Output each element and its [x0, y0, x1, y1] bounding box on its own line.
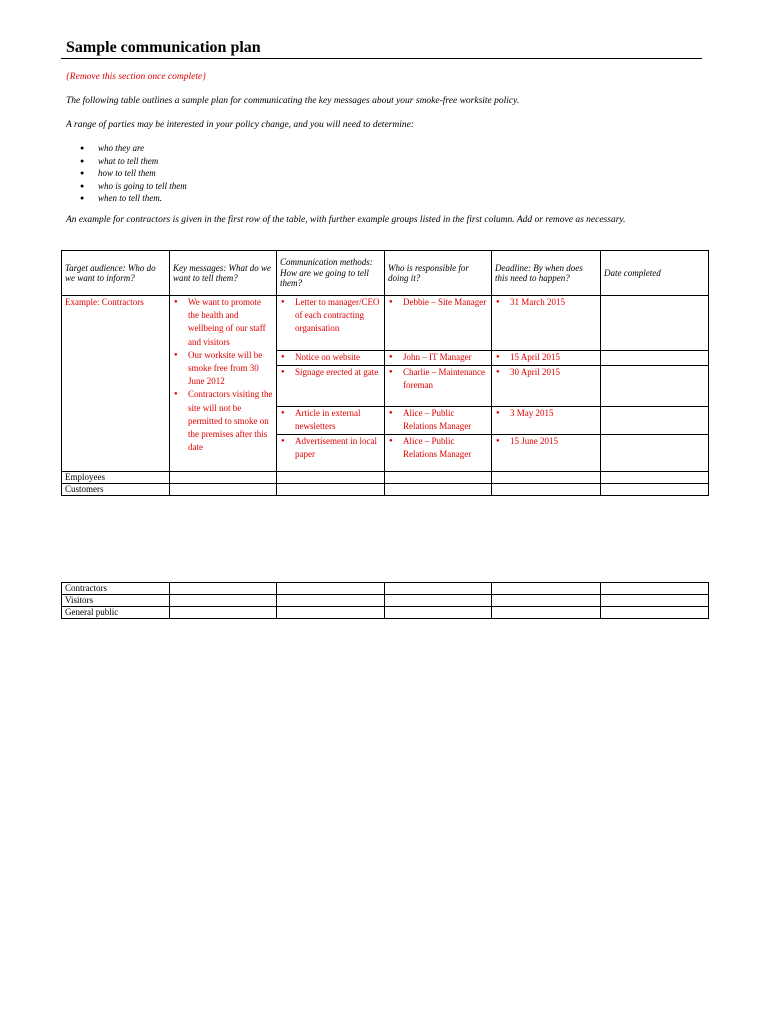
empty-cell: [385, 583, 492, 595]
list-item: ● when to tell them.: [80, 192, 187, 205]
empty-cell: [385, 607, 492, 619]
responsible-item: ● Debbie – Site Manager: [388, 296, 488, 309]
title-divider: [61, 58, 702, 59]
empty-cell: [601, 472, 709, 484]
key-message: ● Contractors visiting the site will not be permitted to smoke on the premises after this date: [173, 388, 273, 454]
list-item: ● who is going to tell them: [80, 180, 187, 193]
empty-cell: [492, 484, 601, 496]
deadline-cell: [492, 407, 601, 435]
method-cell: [277, 435, 385, 472]
deadline-item: ● 15 April 2015: [495, 351, 597, 364]
audience-label: General public: [62, 607, 170, 619]
date-completed-cell: [601, 296, 709, 351]
empty-cell: [277, 607, 385, 619]
table-row: [62, 583, 709, 595]
table-header-row: [62, 251, 709, 296]
empty-cell: [385, 484, 492, 496]
deadline-cell: [492, 296, 601, 351]
table-row: [62, 595, 709, 607]
key-message: ● We want to promote the health and wellbeing of our staff and visitors: [173, 296, 273, 349]
empty-cell: [277, 595, 385, 607]
table-row: [62, 296, 709, 351]
responsible-cell: [385, 435, 492, 472]
deadline-item: ● 31 March 2015: [495, 296, 597, 309]
determine-paragraph: A range of parties may be interested in your policy change, and you will need to determine:: [66, 120, 414, 130]
header-date-completed: Date completed: [601, 251, 709, 296]
responsible-cell: [385, 296, 492, 351]
header-key-messages: Key messages: What do we want to tell them?: [170, 251, 277, 296]
table-row: [62, 607, 709, 619]
header-responsible: Who is responsible for doing it?: [385, 251, 492, 296]
audience-label: Customers: [62, 484, 170, 496]
method-cell: [277, 351, 385, 366]
empty-cell: [601, 607, 709, 619]
method-cell: [277, 296, 385, 351]
empty-cell: [601, 583, 709, 595]
responsible-item: ● John – IT Manager: [388, 351, 488, 364]
header-target-audience: Target audience: Who do we want to inform?: [62, 251, 170, 296]
method-cell: [277, 407, 385, 435]
remove-section-note: {Remove this section once complete}: [66, 72, 207, 82]
empty-cell: [492, 583, 601, 595]
list-item: ● what to tell them: [80, 155, 187, 168]
example-paragraph: An example for contractors is given in the first row of the table, with further example groups listed in the first column. Add or remove as necessary.: [66, 215, 626, 225]
empty-cell: [170, 472, 277, 484]
audience-label: Visitors: [62, 595, 170, 607]
deadline-cell: [492, 366, 601, 407]
method-cell: [277, 366, 385, 407]
audience-label: Contractors: [62, 583, 170, 595]
empty-cell: [277, 484, 385, 496]
responsible-item: ● Alice – Public Relations Manager: [388, 435, 488, 461]
deadline-item: ● 15 June 2015: [495, 435, 597, 448]
responsible-cell: [385, 366, 492, 407]
empty-cell: [277, 472, 385, 484]
responsible-cell: [385, 351, 492, 366]
method-item: ● Signage erected at gate: [280, 366, 381, 379]
empty-cell: [170, 484, 277, 496]
empty-cell: [170, 595, 277, 607]
date-completed-cell: [601, 366, 709, 407]
empty-cell: [170, 607, 277, 619]
intro-paragraph: The following table outlines a sample plan for communicating the key messages about your smoke-free worksite policy.: [66, 96, 520, 106]
audience-label: Employees: [62, 472, 170, 484]
table-row: [62, 484, 709, 496]
communication-plan-table-continued: [61, 582, 709, 619]
empty-cell: [385, 595, 492, 607]
table-row: [62, 472, 709, 484]
responsible-cell: [385, 407, 492, 435]
empty-cell: [385, 472, 492, 484]
empty-cell: [492, 595, 601, 607]
method-item: ● Advertisement in local paper: [280, 435, 381, 461]
list-item: ● who they are: [80, 142, 187, 155]
header-communication-methods: Communication methods: How are we going to tell them?: [277, 251, 385, 296]
communication-plan-table: [61, 250, 709, 496]
responsible-item: ● Alice – Public Relations Manager: [388, 407, 488, 433]
determine-list: [80, 142, 187, 205]
example-audience: Example: Contractors: [65, 297, 144, 307]
date-completed-cell: [601, 407, 709, 435]
method-item: ● Article in external newsletters: [280, 407, 381, 433]
empty-cell: [277, 583, 385, 595]
date-completed-cell: [601, 435, 709, 472]
deadline-item: ● 3 May 2015: [495, 407, 597, 420]
key-messages-cell: [170, 296, 277, 472]
empty-cell: [492, 607, 601, 619]
empty-cell: [170, 583, 277, 595]
key-message: ● Our worksite will be smoke free from 30 June 2012: [173, 349, 273, 389]
deadline-item: ● 30 April 2015: [495, 366, 597, 379]
date-completed-cell: [601, 351, 709, 366]
empty-cell: [492, 472, 601, 484]
responsible-item: ● Charlie – Maintenance foreman: [388, 366, 488, 392]
page-title: Sample communication plan: [66, 39, 261, 56]
list-item: ● how to tell them: [80, 167, 187, 180]
header-deadline: Deadline: By when does this need to happen?: [492, 251, 601, 296]
empty-cell: [601, 484, 709, 496]
deadline-cell: [492, 435, 601, 472]
deadline-cell: [492, 351, 601, 366]
example-audience-cell: [62, 296, 170, 472]
empty-cell: [601, 595, 709, 607]
method-item: ● Letter to manager/CEO of each contracting organisation: [280, 296, 381, 336]
method-item: ● Notice on website: [280, 351, 381, 364]
key-messages-list: [173, 296, 273, 454]
